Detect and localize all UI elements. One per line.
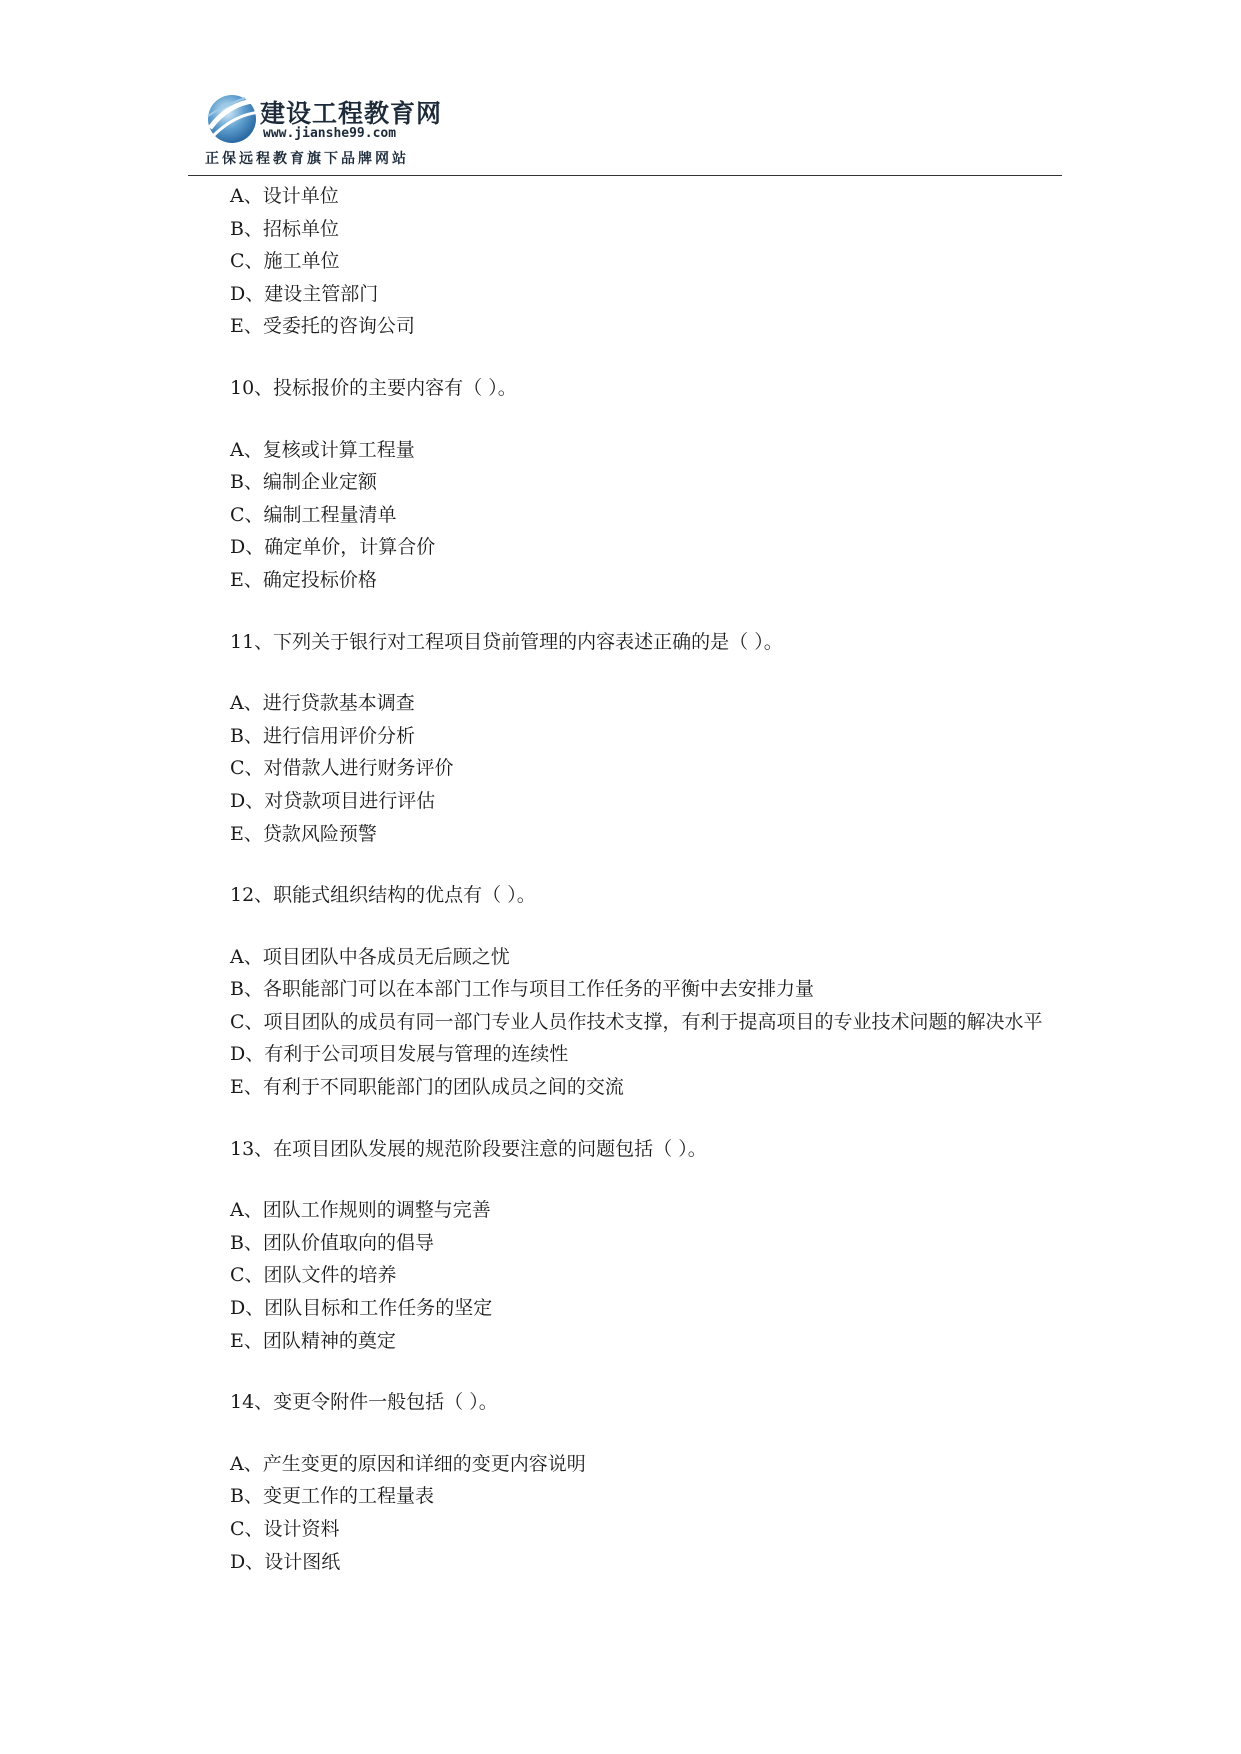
option: B、变更工作的工程量表	[230, 1485, 434, 1508]
option: A、复核或计算工程量	[230, 438, 415, 461]
option: B、进行信用评价分析	[230, 724, 415, 747]
question-13	[190, 1133, 1060, 1358]
question-11	[190, 626, 1060, 851]
question-14	[190, 1386, 1060, 1578]
option: A、进行贷款基本调查	[230, 692, 415, 715]
option: D、团队目标和工作任务的坚定	[230, 1297, 493, 1320]
question-stem: 12、职能式组织结构的优点有（ ）。	[230, 884, 536, 907]
question-stem: 13、在项目团队发展的规范阶段要注意的问题包括（ ）。	[230, 1137, 707, 1160]
option: D、确定单价，计算合价	[230, 536, 436, 559]
option: C、编制工程量清单	[230, 503, 397, 526]
option: E、有利于不同职能部门的团队成员之间的交流	[230, 1076, 624, 1099]
question-9-options	[190, 180, 1060, 343]
option: B、团队价值取向的倡导	[230, 1231, 434, 1254]
option: A、设计单位	[230, 185, 339, 207]
option: D、对贷款项目进行评估	[230, 789, 436, 812]
question-stem: 11、下列关于银行对工程项目贷前管理的内容表述正确的是（ ）。	[230, 630, 783, 653]
logo-subtitle: 正保远程教育旗下品牌网站	[205, 151, 409, 167]
option: C、对借款人进行财务评价	[230, 757, 454, 780]
question-10	[190, 372, 1060, 597]
option: E、受委托的咨询公司	[230, 315, 415, 338]
option: C、施工单位	[230, 250, 340, 273]
option: C、设计资料	[230, 1518, 340, 1540]
logo-title: 建设工程教育网	[260, 99, 443, 128]
option: C、团队文件的培养	[230, 1264, 397, 1287]
question-stem: 10、投标报价的主要内容有（ ）。	[230, 376, 517, 399]
option: D、有利于公司项目发展与管理的连续性	[230, 1043, 569, 1066]
option: A、项目团队中各成员无后顾之忧	[230, 945, 510, 968]
option: D、建设主管部门	[230, 282, 379, 305]
option: B、招标单位	[230, 217, 339, 240]
option: E、确定投标价格	[230, 568, 377, 591]
question-12	[190, 879, 1060, 1104]
question-stem: 14、变更令附件一般包括（ ）。	[230, 1391, 498, 1414]
option: D、设计图纸	[230, 1550, 341, 1573]
header-divider	[188, 175, 1062, 176]
document-body	[190, 180, 1060, 1578]
option: E、团队精神的奠定	[230, 1329, 396, 1352]
site-logo	[205, 92, 465, 172]
option: B、编制企业定额	[230, 471, 377, 494]
option: A、产生变更的原因和详细的变更内容说明	[230, 1452, 586, 1475]
option: B、各职能部门可以在本部门工作与项目工作任务的平衡中去安排力量	[230, 978, 814, 1001]
globe-logo-icon	[205, 92, 263, 148]
option: C、项目团队的成员有同一部门专业人员作技术支撑，有利于提高项目的专业技术问题的解决水平	[230, 1010, 1043, 1033]
option: E、贷款风险预警	[230, 822, 377, 845]
option: A、团队工作规则的调整与完善	[230, 1199, 491, 1222]
logo-url: www.jianshe99.com	[263, 126, 397, 141]
